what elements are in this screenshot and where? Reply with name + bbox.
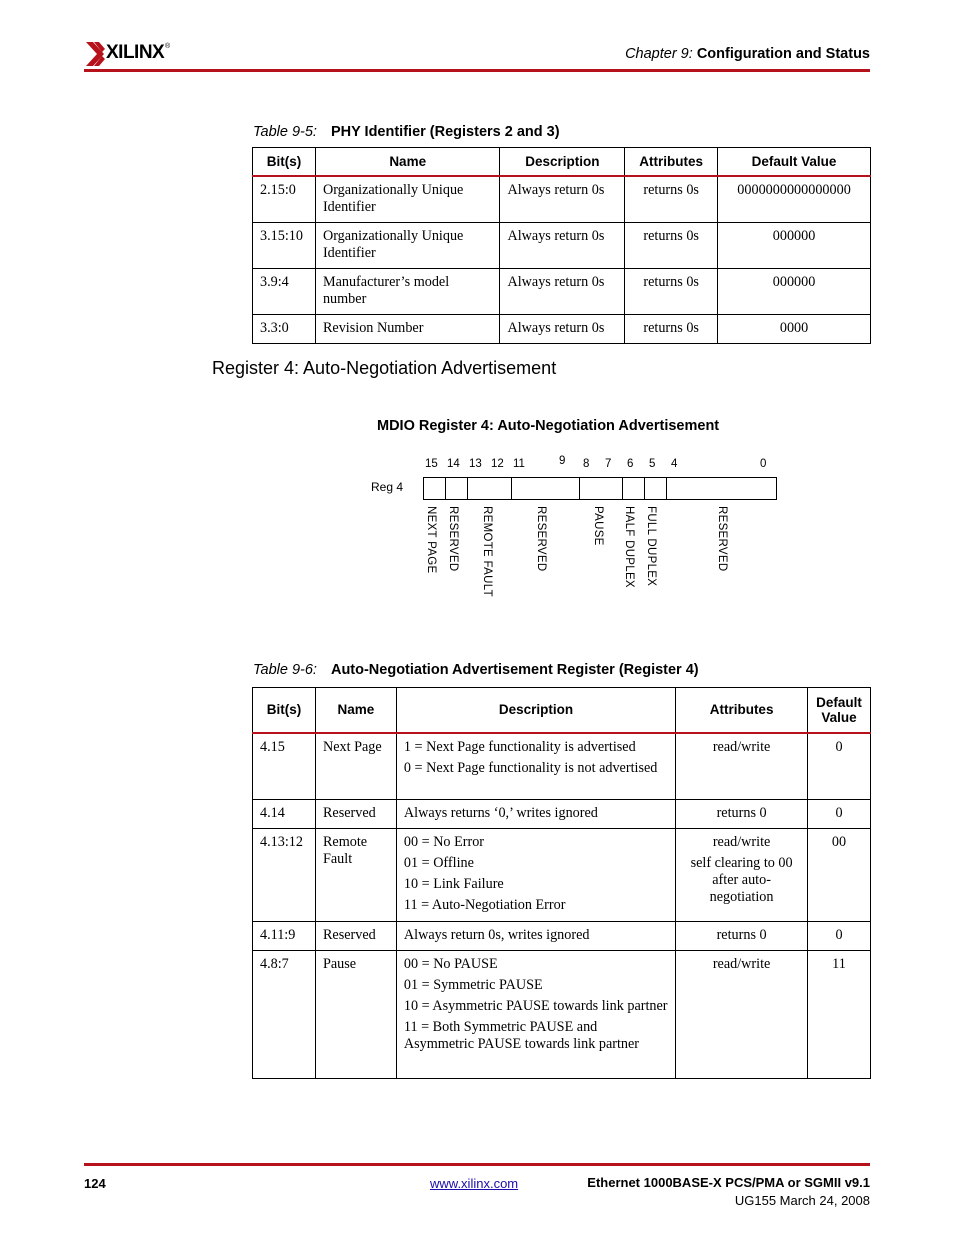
cell-default: 0 [807, 733, 870, 800]
field-divider [511, 478, 512, 499]
section-heading: Register 4: Auto-Negotiation Advertisement [212, 358, 557, 378]
col-header-name: Name [315, 148, 500, 176]
cell-name: Reserved [315, 922, 396, 951]
attribute-line: read/write [712, 956, 771, 972]
cell-name: Reserved [315, 800, 396, 829]
description-line: 01 = Offline [403, 855, 474, 871]
col-header-description: Description [396, 688, 675, 733]
cell-name: Revision Number [315, 314, 500, 343]
attribute-line: read/write [712, 738, 771, 755]
table-row [253, 314, 871, 343]
reg-label: Reg 4 [371, 480, 404, 494]
cell-bits: 2.15:0 [253, 176, 316, 223]
field-divider [579, 478, 580, 499]
cell-default: 0 [807, 800, 870, 829]
cell-bits: 4.11:9 [253, 922, 316, 951]
cell-default: 0 [807, 922, 870, 951]
bit-number: 7 [605, 458, 612, 470]
figure-title: MDIO Register 4: Auto-Negotiation Advertisement [377, 418, 720, 434]
description-line: 01 = Symmetric PAUSE [403, 977, 543, 993]
cell-name: Manufacturer’s model number [315, 268, 500, 314]
description-line: 00 = No PAUSE [403, 956, 498, 972]
field-divider [666, 478, 667, 499]
table1-title: PHY Identifier (Registers 2 and 3) [330, 124, 560, 140]
description-line: 11 = Auto-Negotiation Error [403, 897, 566, 913]
table-row [253, 222, 871, 268]
attribute-line: returns 0 [716, 927, 767, 943]
bit-number: 12 [491, 458, 504, 470]
description-line: 10 = Link Failure [403, 876, 504, 892]
cell-description [396, 922, 675, 951]
table-row [253, 829, 871, 922]
cell-bits: 4.15 [253, 733, 316, 800]
bit-number: 4 [671, 458, 678, 470]
cell-name: Pause [315, 951, 396, 1079]
col-header-bits: Bit(s) [253, 148, 316, 176]
cell-default: 000000 [718, 268, 871, 314]
col-header-attributes: Attributes [625, 148, 718, 176]
description-line: 11 = Both Symmetric PAUSE and Asymmetric PAUSE towards link partner [403, 1019, 640, 1052]
attribute-line: read/write [712, 834, 771, 850]
field-label-pause: PAUSE [592, 506, 604, 546]
cell-default: 0000000000000000 [718, 176, 871, 223]
description-line: Always returns ‘0,’ writes ignored [403, 805, 598, 821]
cell-attributes: returns 0s [625, 314, 718, 343]
cell-bits: 3.9:4 [253, 268, 316, 314]
table2-title: Auto-Negotiation Advertisement Register (Register 4) [330, 662, 699, 678]
col-header-bits: Bit(s) [253, 688, 316, 733]
table2-caption [253, 662, 699, 678]
chapter-label: Chapter 9: [625, 46, 693, 62]
cell-bits: 4.13:12 [253, 829, 316, 922]
cell-description [396, 800, 675, 829]
description-line: Always return 0s, writes ignored [403, 927, 590, 943]
bit-number: 5 [649, 458, 656, 470]
attribute-line: returns 0 [716, 805, 767, 821]
cell-name: Organizationally Unique Identifier [315, 222, 500, 268]
logo-registered-mark: ® [165, 43, 171, 50]
logo-text: XILINX [106, 42, 165, 63]
field-label-remote-fault: REMOTE FAULT [481, 506, 493, 597]
field-label-reserved: RESERVED [447, 506, 459, 572]
bit-number: 8 [583, 458, 590, 470]
cell-default: 000000 [718, 222, 871, 268]
bit-number: 9 [559, 455, 566, 467]
cell-name: Remote Fault [315, 829, 396, 922]
table-row [253, 733, 871, 800]
cell-name: Organizationally Unique Identifier [315, 176, 500, 223]
field-label-reserved: RESERVED [716, 506, 728, 572]
page-number: 124 [84, 1176, 106, 1191]
cell-description: Always return 0s [500, 222, 625, 268]
cell-default: 0000 [718, 314, 871, 343]
cell-attributes [676, 951, 808, 1079]
cell-attributes [676, 922, 808, 951]
chapter-title: Configuration and Status [696, 46, 870, 62]
cell-attributes [676, 829, 808, 922]
cell-attributes: returns 0s [625, 176, 718, 223]
description-line: 0 = Next Page functionality is not advertised [403, 759, 658, 776]
cell-default: 00 [807, 829, 870, 922]
table-row [253, 922, 871, 951]
field-divider [467, 478, 468, 499]
col-header-default-value: Default Value [718, 148, 871, 176]
table2-number: Table 9-6: [253, 662, 317, 678]
table-row [253, 268, 871, 314]
cell-description: Always return 0s [500, 176, 625, 223]
cell-attributes: returns 0s [625, 222, 718, 268]
cell-bits: 4.8:7 [253, 951, 316, 1079]
cell-description: Always return 0s [500, 314, 625, 343]
field-label-reserved: RESERVED [535, 506, 547, 572]
cell-attributes: returns 0s [625, 268, 718, 314]
description-line: 10 = Asymmetric PAUSE towards link partner [403, 998, 668, 1014]
footer-rule [84, 1163, 870, 1166]
field-divider [644, 478, 645, 499]
cell-bits: 3.3:0 [253, 314, 316, 343]
field-label-full-duplex: FULL DUPLEX [645, 506, 657, 587]
col-header-description: Description [500, 148, 625, 176]
cell-description: Always return 0s [500, 268, 625, 314]
table-row [253, 176, 871, 223]
field-divider [445, 478, 446, 499]
header-rule [84, 69, 870, 72]
col-header-attributes: Attributes [676, 688, 808, 733]
cell-default: 11 [807, 951, 870, 1079]
cell-description [396, 829, 675, 922]
description-line: 00 = No Error [403, 834, 485, 850]
cell-attributes [676, 800, 808, 829]
table-row [253, 800, 871, 829]
document-id: UG155 March 24, 2008 [734, 1193, 870, 1208]
col-header-name: Name [315, 688, 396, 733]
cell-description [396, 951, 675, 1079]
attribute-line: self clearing to 00 after auto-negotiation [690, 855, 793, 905]
cell-description [396, 733, 675, 800]
chapter-heading [625, 46, 870, 62]
col-header-default-value: Default Value [807, 688, 870, 733]
cell-bits: 3.15:10 [253, 222, 316, 268]
field-divider [622, 478, 623, 499]
description-line: 1 = Next Page functionality is advertised [403, 738, 636, 755]
phy-identifier-table [252, 147, 871, 344]
table1-caption [253, 124, 560, 140]
bit-number: 13 [469, 458, 482, 470]
auto-negotiation-table [252, 687, 871, 1079]
field-label-half-duplex: HALF DUPLEX [623, 506, 635, 588]
document-title: Ethernet 1000BASE-X PCS/PMA or SGMII v9.1 [587, 1175, 870, 1190]
field-label-next-page: NEXT PAGE [425, 506, 437, 574]
bit-number: 6 [627, 458, 634, 470]
table-row [253, 951, 871, 1079]
cell-name: Next Page [315, 733, 396, 800]
website-link[interactable]: www.xilinx.com [430, 1176, 519, 1191]
register-box [423, 477, 777, 500]
bit-number: 15 [425, 458, 438, 470]
cell-bits: 4.14 [253, 800, 316, 829]
bit-number: 14 [447, 458, 460, 470]
table1-number: Table 9-5: [253, 124, 317, 140]
bit-number: 0 [760, 458, 767, 470]
cell-attributes [676, 733, 808, 800]
bit-number: 11 [513, 458, 525, 470]
